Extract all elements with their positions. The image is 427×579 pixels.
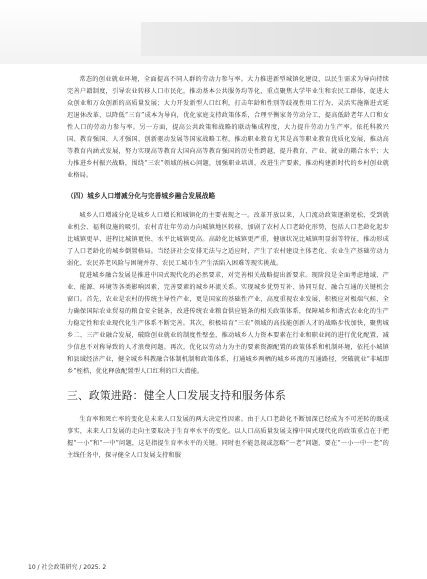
article-body <box>67 74 389 462</box>
paragraph: 生育率和死亡率的变化是未来人口发展的两大决定性因素。由于人口老龄化不断加深已经成为不可逆转的既成事实，未来人口发展的走向主要取决于生育率水平的变化。以人口高质量发展支撑中国式现代化的政策重点在于把握“一小”和“一中”问题，这是指提生育率水平的关键。同时也不能忽视或忽略“一老”问题，要在“一小一中一老”的主线任务中，探寻健全人口发展支持和服 <box>67 416 389 459</box>
paragraph: 常态的创业就业环境，全面提高不同人群的劳动力参与率。大力推进新型城镇化建设，以民生需求为导向持续完善户籍制度，引导农业转移人口市民化，推动基本公共服务均等化，重点聚焦大学毕业生和农民工群体，促进大众创业和万众创新的高质量发展；大力开发新型人口红利，打击年龄和性别等歧视性用工行为，灵活实施渐进式延迟退休改革，以降低“三育”成本为导向，优化家庭支持政策体系，合理平衡家务劳动分工，提高低龄老年人口和女性人口的劳动力参与率。另一方面，提高公共政策和战略的联动集成程度，大力提升劳动力生产率。依托科教兴国、教育强国、人才强国、创新驱动发展等国家战略工程，推动职业教育尤其是高等职业教育优质化发展，推动高等教育内涵式发展，努力实现高等教育大国向高等教育强国的历史性跨越，提升教育、产业、就业的耦合水平；大力推进乡村振兴战略，围绕“三农”领域的核心问题，加强职业培训，改进生产要素，推动构建新时代的乡村创业就业格局。 <box>67 76 389 179</box>
page-footer: 10 / 社会政策研究 / 2025. 2 <box>28 564 107 571</box>
paragraph: 促进城乡融合发展是推进中国式现代化的必然要求，对完善相关战略提出新要求。现阶段是全面考虑地域、产业、能源、环境等各类影响因素，完善要素的城乡环流关系。实现城乡优势互补、协同互促、融合互通的关键机会窗口。首先，农业是农村的传统主导性产业，更是国家的基础性产业，高度重视农业发展，积极应对极端气候、全力确保国际农业贸易的粮食安全链条，改进传统农业粮食供应链条的相关政策体系，保障城乡和谐式农业化的生产力稳定性和农业现代化生产体系不断完善。其次，积极培育“三农”领域的高技能创新人才的战略步伐加快，聚焦城乡二、三产业融合发展，破除创业就业的制度性壁垒，推动城乡人力资本要素在行业和职业间的进行优化配置，减少信息不对称导致的人才浪费问题。再次，优化以劳动力为主的要素资源配置的政策体系和机制环境，依托小城镇和县域经济产业，健全城乡科教融合体制机制和政策体系，打通城乡两栖的城乡环流的互通路径，突破就业“非城即乡”桎梏，优化释放配置型人口红利的巨大潜能。 <box>67 272 389 375</box>
header-band <box>0 0 427 64</box>
section-heading: 三、政策进路：健全人口发展支持和服务体系 <box>67 389 286 402</box>
paragraph: 城乡人口增减分化是城乡人口增长和城镇化的主要表现之一。改革开放以来，人口流动政策逐渐宽松，受到就业机会、福利设施的吸引，农村青壮年劳动力向城镇地区转移，加剧了农村人口老龄化形势，包括人口老龄化起步比城镇更早、进程比城镇更快、水平比城镇更高。高龄化比城镇更严重，健康状况比城镇明显弱等特征，推动形成了人口老龄化的城乡倒置格局。当经济社会安排无法与之适应时，产生了农村建设主体老化、农业生产基础劳动力弱化、农民养老风险与困境并存、农民工城市生产生活陷入困难等现实挑战。 <box>67 212 389 267</box>
header-decoration <box>141 22 427 56</box>
sub-heading: （四）城乡人口增减分化与完善城乡融合发展战略 <box>67 192 216 200</box>
